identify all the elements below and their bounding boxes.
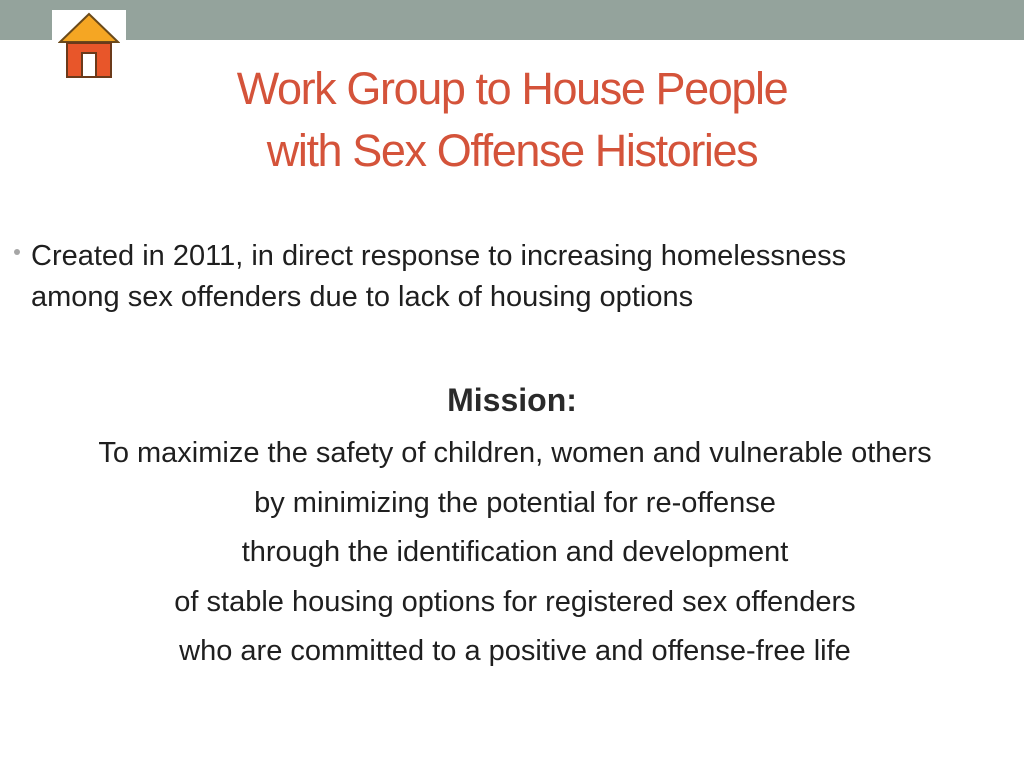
house-icon <box>58 12 120 82</box>
mission-line: through the identification and development <box>241 536 789 568</box>
slide-title <box>150 58 874 182</box>
bullet-text <box>31 236 1006 318</box>
mission-line: To maximize the safety of children, women and vulnerable others <box>98 437 932 469</box>
top-header-band <box>0 0 1024 40</box>
mission-line: by minimizing the potential for re-offense <box>254 486 776 519</box>
slide-title-line: Work Group to House People <box>236 63 788 114</box>
logo <box>52 10 126 84</box>
bullet-line: Created in 2011, in direct response to increasing homelessness <box>31 240 847 272</box>
bullet-icon <box>14 249 20 255</box>
bullet-line: among sex offenders due to lack of housing options <box>31 281 694 313</box>
mission-heading: Mission: <box>447 382 577 418</box>
mission-line: of stable housing options for registered sex offenders <box>174 585 856 618</box>
slide-title-line: with Sex Offense Histories <box>266 125 758 176</box>
mission-statement <box>0 429 1024 677</box>
mission-line: who are committed to a positive and offense-free life <box>179 635 851 667</box>
